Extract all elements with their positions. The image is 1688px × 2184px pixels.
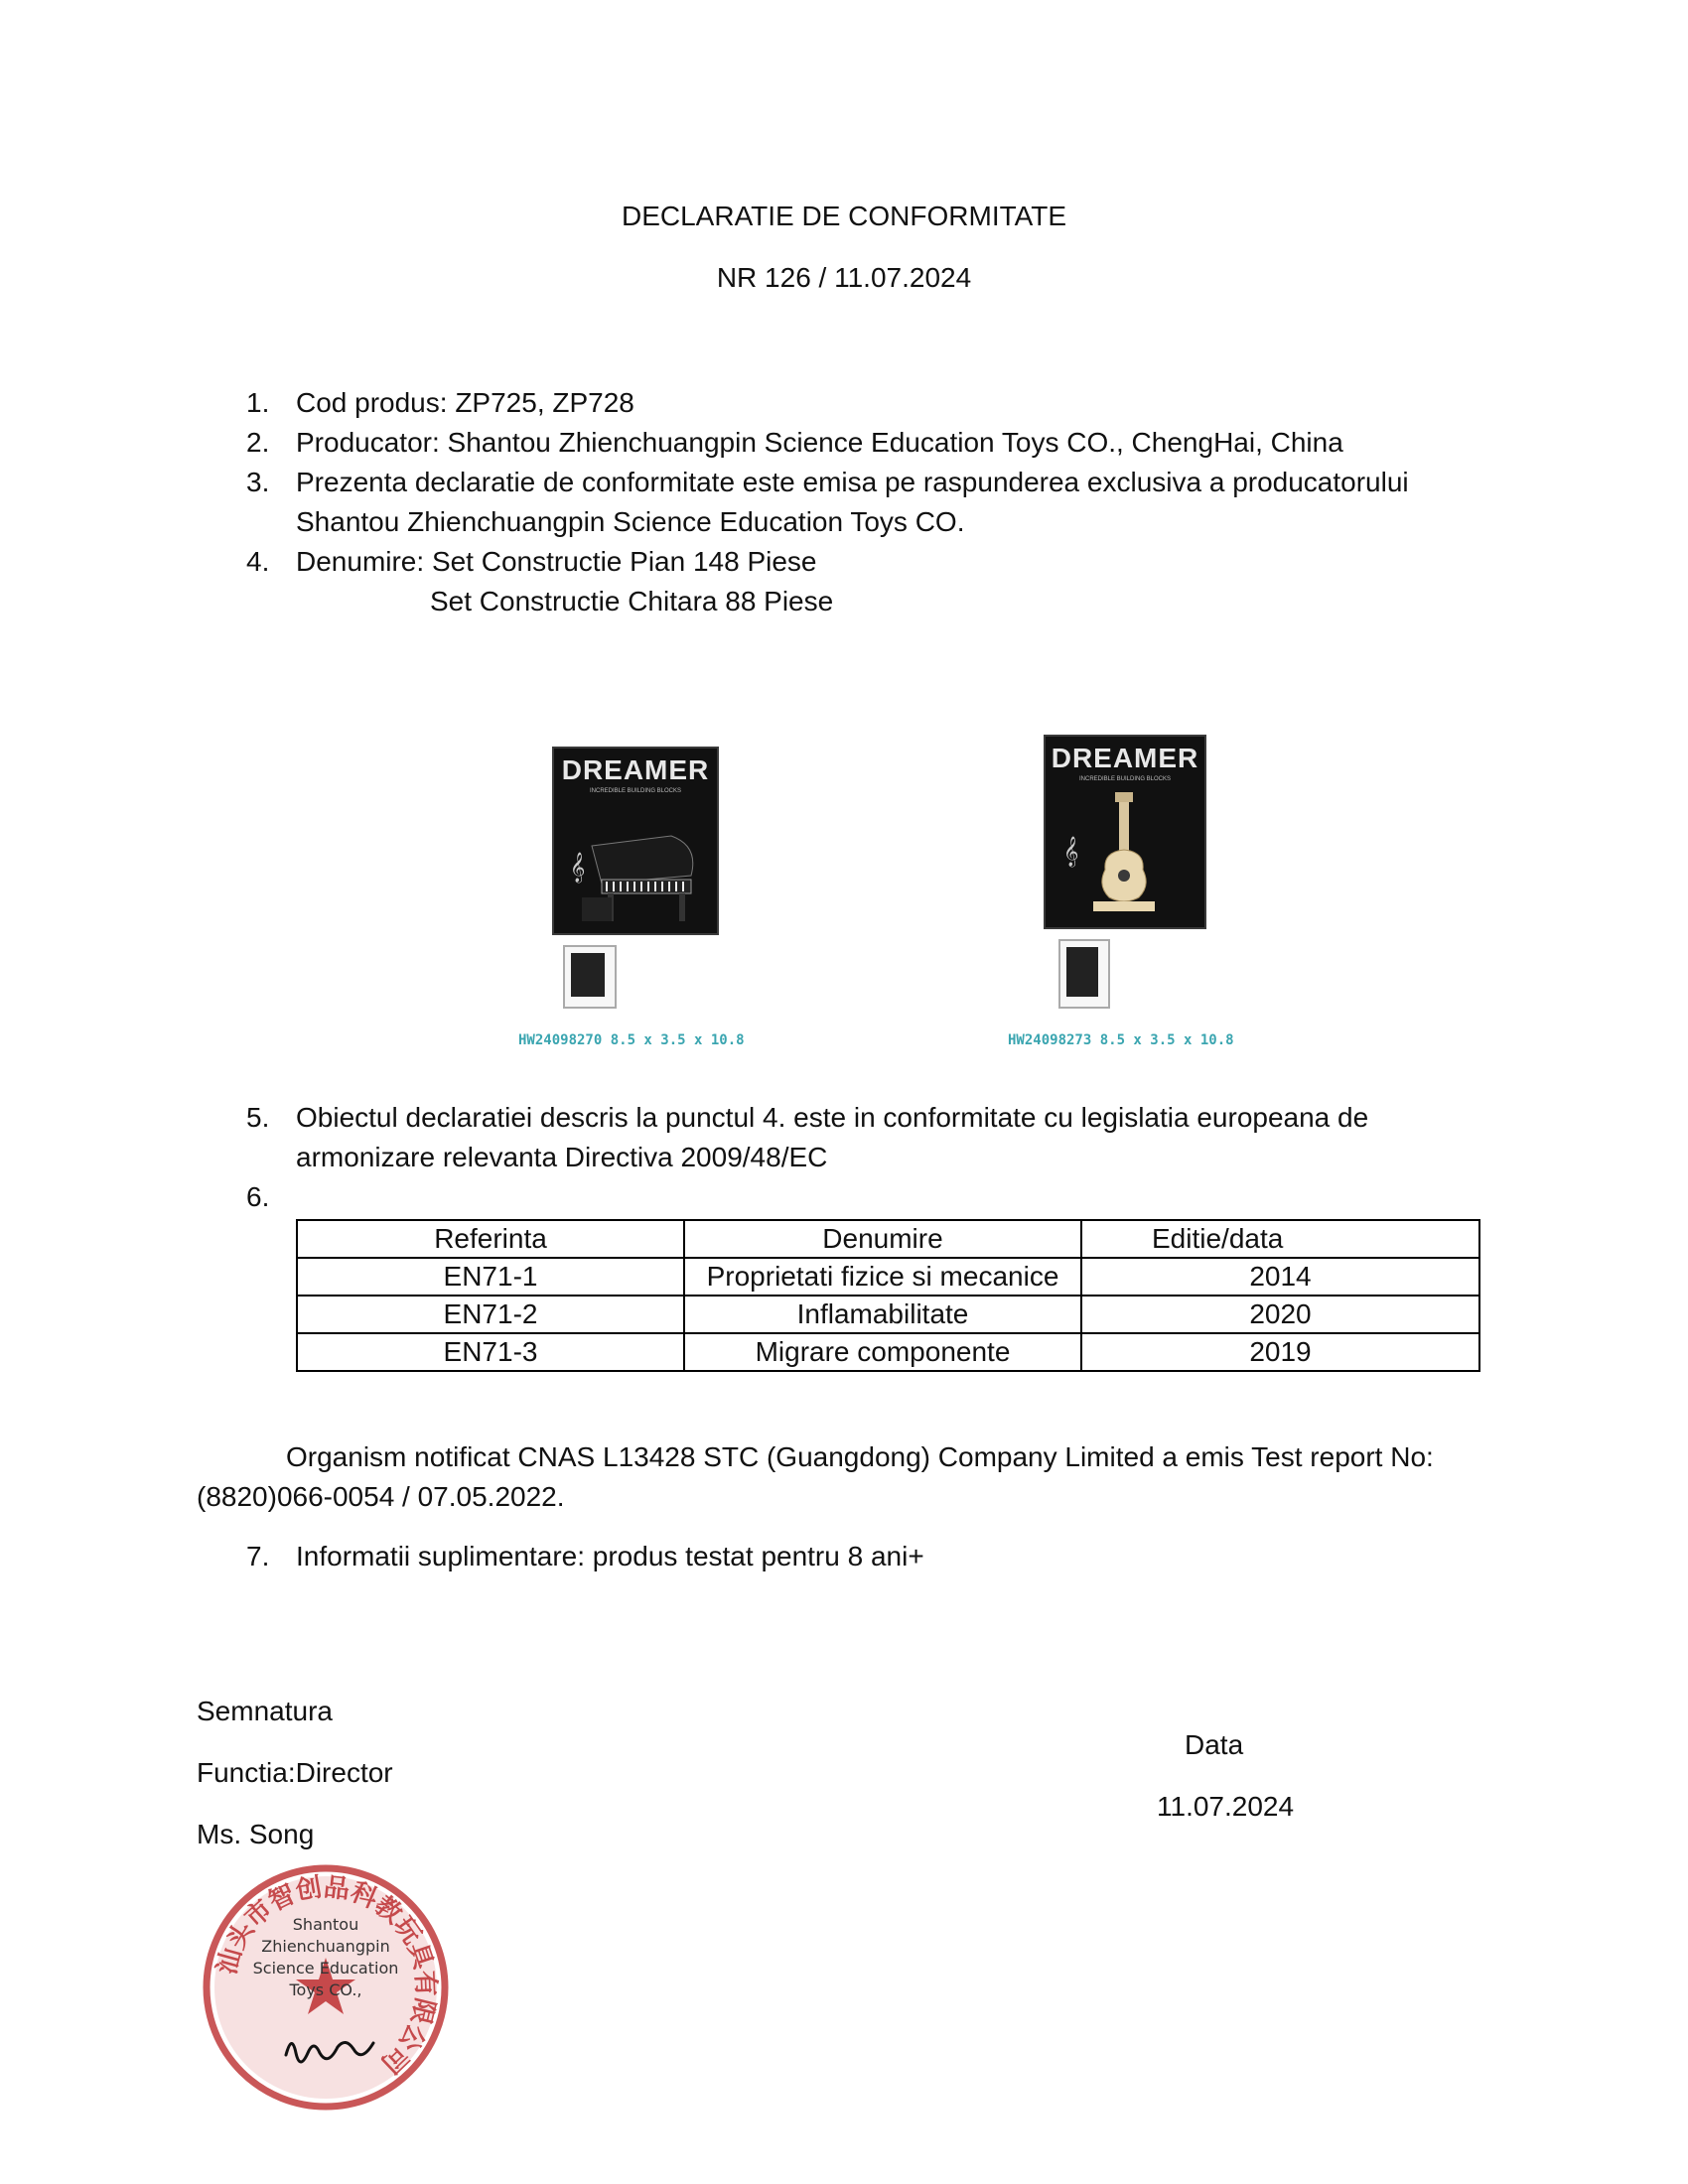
svg-text:Toys CO.,: Toys CO., [289,1980,362,1999]
product-box-piano [552,747,719,935]
document-number: NR 126 / 11.07.2024 [716,262,972,293]
item-3-number: 3. [246,467,270,497]
product-subtitle: INCREDIBLE BUILDING BLOCKS [589,788,682,794]
svg-text:汕头市智创品科教玩具有限公司: 汕头市智创品科教玩具有限公司 [211,1872,441,2080]
product-code-piano: HW24098270 8.5 x 3.5 x 10.8 [518,1032,745,1048]
product-code-guitar: HW24098273 8.5 x 3.5 x 10.8 [1008,1032,1234,1048]
item-2-number: 2. [246,427,270,458]
table-cell: Migrare componente [684,1333,1081,1371]
product-thumbnail-guitar [1058,939,1110,1009]
product-brand: DREAMER [561,754,710,785]
signature-label: Semnatura [197,1696,333,1726]
table-row [297,1333,1479,1371]
table-cell: 2020 [1081,1296,1479,1333]
item-3-line2: Shantou Zhienchuangpin Science Education Toys CO. [296,506,965,537]
date-label: Data [1185,1729,1244,1760]
item-1-number: 1. [246,387,270,418]
notified-body-line1: Organism notificat CNAS L13428 STC (Guangdong) Company Limited a emis Test report No: [286,1441,1434,1472]
svg-text:𝄞: 𝄞 [570,853,586,883]
table-header: Editie/data [1081,1220,1479,1258]
function-label: Functia:Director [197,1757,393,1788]
svg-text:Shantou: Shantou [292,1915,359,1934]
table-cell: 2014 [1081,1258,1479,1296]
product-thumbnail-piano [563,945,617,1009]
signatory-name: Ms. Song [197,1819,315,1849]
table-cell: EN71-1 [297,1258,684,1296]
guitar-icon [1054,790,1196,925]
table-header: Denumire [684,1220,1081,1258]
table-cell: EN71-2 [297,1296,684,1333]
table-cell: Proprietati fizice si mecanice [684,1258,1081,1296]
standards-table [296,1219,1480,1372]
item-4-line2: Set Constructie Chitara 88 Piese [430,586,834,616]
item-1-text: Cod produs: ZP725, ZP728 [296,387,634,418]
company-stamp-icon [197,1858,455,2116]
svg-text:Zhienchuangpin: Zhienchuangpin [261,1937,390,1956]
table-header: Referinta [297,1220,684,1258]
item-5-number: 5. [246,1102,270,1133]
table-row [297,1296,1479,1333]
item-5-line2: armonizare relevanta Directiva 2009/48/EC [296,1142,828,1172]
item-5-line1: Obiectul declaratiei descris la punctul 4. este in conformitate cu legislatia europeana de [296,1102,1369,1133]
item-7-text: Informatii suplimentare: produs testat pentru 8 ani+ [296,1541,924,1571]
item-4-line1: Denumire: Set Constructie Pian 148 Piese [296,546,817,577]
date-value: 11.07.2024 [1157,1791,1295,1822]
table-cell: 2019 [1081,1333,1479,1371]
item-2-text: Producator: Shantou Zhienchuangpin Science Education Toys CO., ChengHai, China [296,427,1343,458]
table-row [297,1258,1479,1296]
table-cell: EN71-3 [297,1333,684,1371]
piano-icon [562,806,709,927]
document-title: DECLARATIE DE CONFORMITATE [621,201,1067,231]
item-7-number: 7. [246,1541,270,1571]
product-brand: DREAMER [1051,743,1199,773]
product-box-guitar [1044,735,1206,929]
product-subtitle: INCREDIBLE BUILDING BLOCKS [1078,776,1172,782]
item-3-line1: Prezenta declaratie de conformitate este emisa pe raspunderea exclusiva a producatorului [296,467,1409,497]
svg-text:Science Education: Science Education [252,1959,399,1978]
notified-body-line2: (8820)066-0054 / 07.05.2022. [197,1481,565,1512]
svg-text:𝄞: 𝄞 [1063,837,1079,867]
table-header-row [297,1220,1479,1258]
item-6-number: 6. [246,1181,270,1212]
item-4-number: 4. [246,546,270,577]
table-cell: Inflamabilitate [684,1296,1081,1333]
